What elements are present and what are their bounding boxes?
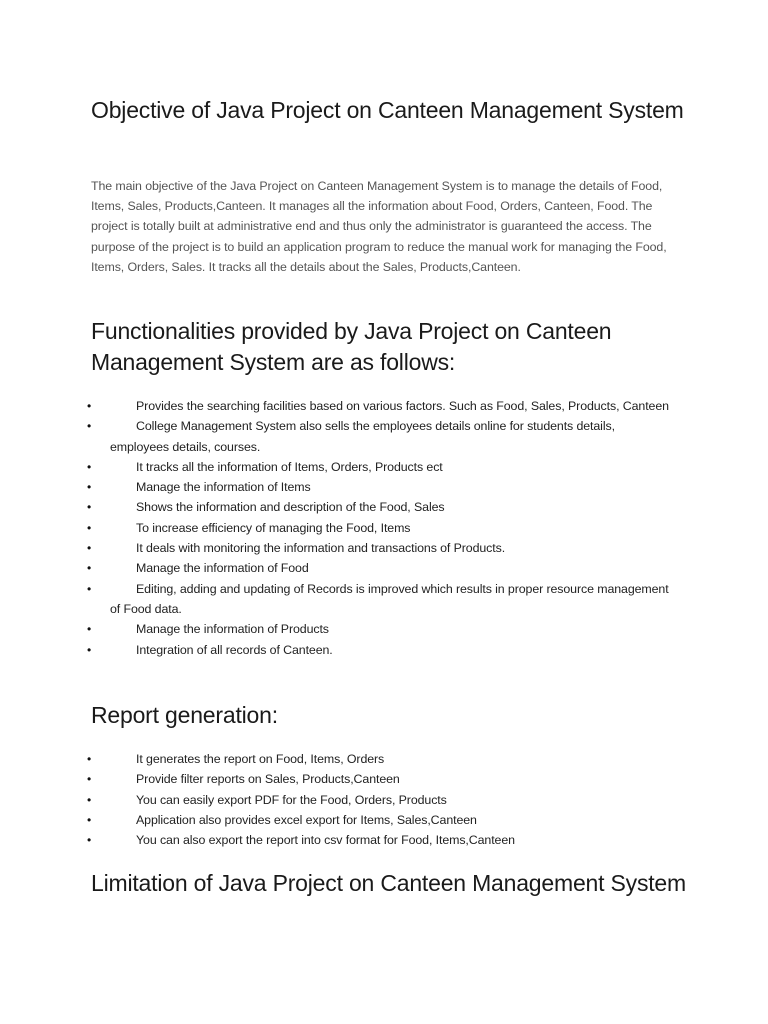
list-item: • Editing, adding and updating of Records is improved which results in proper resource management of Food data.: [0, 579, 670, 620]
list-item: • To increase efficiency of managing the Food, Items: [0, 518, 670, 538]
bullet-icon: •: [87, 520, 92, 535]
list-item: • You can easily export PDF for the Food, Orders, Products: [0, 790, 670, 810]
list-item: • Provides the searching facilities based on various factors. Such as Food, Sales, Products, Canteen: [0, 396, 670, 416]
list-item: • It tracks all the information of Items, Orders, Products ect: [0, 457, 670, 477]
list-item: • College Management System also sells the employees details online for students details, employees details, courses.: [0, 416, 670, 457]
list-item: • Application also provides excel export for Items, Sales,Canteen: [0, 810, 670, 830]
bullet-icon: •: [87, 541, 92, 556]
functionalities-heading: Functionalities provided by Java Project on Canteen Management System are as follows:: [91, 318, 612, 375]
bullet-icon: •: [87, 419, 92, 434]
bullet-icon: •: [87, 480, 92, 495]
objective-paragraph: The main objective of the Java Project on Canteen Management System is to manage the details of Food, Items, Sales, Products,Canteen. It manages all the information about Food, Orders, Canteen, Food. The project is totally built at administrative end and thus only the administrator is guaranteed the access. The purpose of the project is to build an application program to reduce the manual work for managing the Food, Items, Orders, Sales. It tracks all the details about the Sales, Products,Canteen.: [91, 179, 667, 274]
list-item: • Integration of all records of Canteen.: [0, 640, 670, 660]
list-item: • Manage the information of Products: [0, 619, 670, 639]
list-item: • It generates the report on Food, Items, Orders: [0, 749, 670, 769]
list-item: • You can also export the report into csv format for Food, Items,Canteen: [0, 830, 670, 850]
bullet-icon: •: [87, 622, 92, 637]
list-item: • Shows the information and description of the Food, Sales: [0, 497, 670, 517]
limitation-heading: Limitation of Java Project on Canteen Management System: [91, 870, 686, 896]
bullet-icon: •: [87, 581, 92, 596]
report-heading: Report generation:: [91, 702, 278, 728]
bullet-icon: •: [87, 459, 92, 474]
bullet-icon: •: [87, 792, 92, 807]
functionalities-list: [0, 396, 700, 660]
bullet-icon: •: [87, 752, 92, 766]
bullet-icon: •: [87, 642, 92, 657]
bullet-icon: •: [87, 812, 92, 827]
list-item: • Manage the information of Items: [0, 477, 670, 497]
list-item: • It deals with monitoring the information and transactions of Products.: [0, 538, 670, 558]
bullet-icon: •: [87, 500, 92, 515]
bullet-icon: •: [87, 561, 92, 576]
report-list: [0, 749, 700, 850]
bullet-icon: •: [87, 833, 92, 848]
list-item: • Provide filter reports on Sales, Products,Canteen: [0, 769, 670, 789]
bullet-icon: •: [87, 399, 92, 413]
list-item: • Manage the information of Food: [0, 558, 670, 578]
bullet-icon: •: [87, 772, 92, 787]
objective-heading: Objective of Java Project on Canteen Management System: [91, 97, 684, 123]
